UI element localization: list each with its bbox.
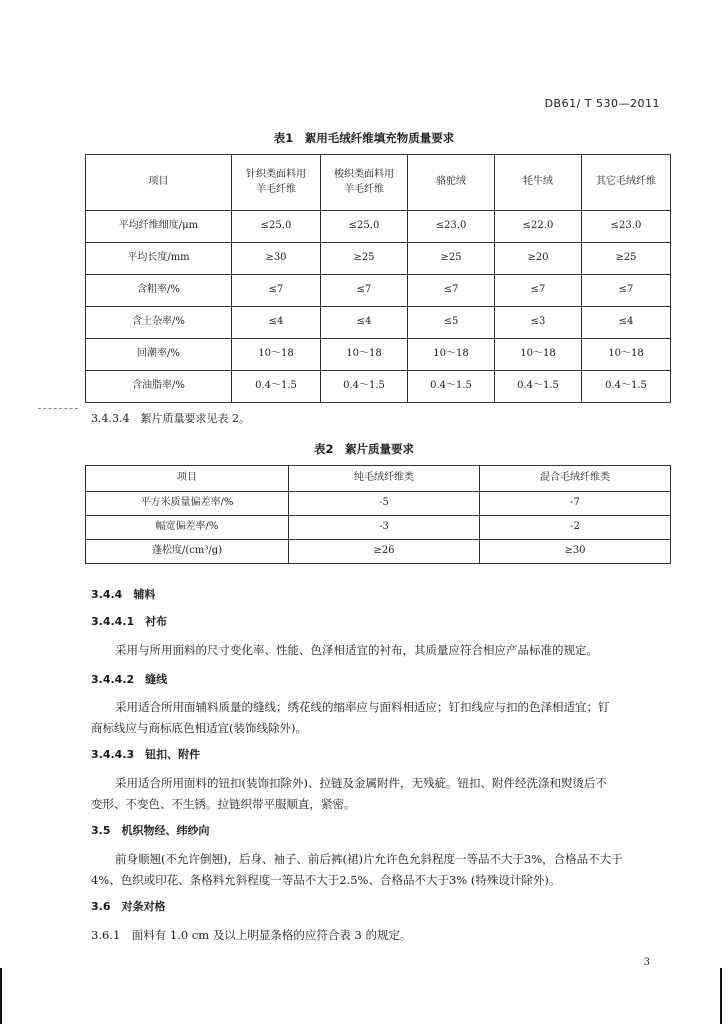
table1-cell: ≤5 <box>408 307 495 339</box>
table2-cell: ≥26 <box>289 540 480 564</box>
table2-header-cell: 项目 <box>86 466 289 492</box>
table2-row-label: 平方米质量偏差率/% <box>86 492 289 516</box>
table1-cell: ≤3 <box>495 307 582 339</box>
paragraph-3-4-4-2-line2: 商标线应与商标底色相适宜(装饰线除外)。 <box>91 721 307 735</box>
table1-cell: ≤22.0 <box>495 211 582 243</box>
table2-header-row <box>86 466 671 492</box>
table2 <box>85 465 671 564</box>
table1-cell: 0.4～1.5 <box>232 371 321 403</box>
table2-cell: -3 <box>289 516 480 540</box>
table1-header-row <box>86 155 671 211</box>
table1-cell: 10～18 <box>408 339 495 371</box>
standard-code: DB61/ T 530—2011 <box>544 97 660 110</box>
table1-header-cell: 梭织类面料用 羊毛纤维 <box>321 155 408 211</box>
table1-cell: ≤4 <box>232 307 321 339</box>
table1-row <box>86 339 671 371</box>
table2-caption: 表2 絮片质量要求 <box>313 442 414 456</box>
heading-3-4-4-1: 3.4.4.1 衬布 <box>91 615 168 628</box>
table2-row-label: 幅宽偏差率/% <box>86 516 289 540</box>
table1-row <box>86 211 671 243</box>
paragraph-3-4-4-3-line1: 采用适合所用面料的钮扣(装饰扣除外)、拉链及金属附件，无残疵。钮扣、附件经洗涤和熨烫后不 <box>115 776 607 790</box>
paragraph-3-5-line2: 4%、色织或印花、条格料允斜程度一等品不大于2.5%、合格品不大于3% (特殊设计除外)。 <box>91 873 561 887</box>
table1-row <box>86 371 671 403</box>
table1-cell: ≤25.0 <box>321 211 408 243</box>
table1-row <box>86 275 671 307</box>
scan-edge-left <box>0 968 2 1024</box>
scan-edge-right <box>720 968 722 1024</box>
heading-3-4-4: 3.4.4 辅料 <box>91 588 156 601</box>
paragraph-3-4-4-3-line2: 变形、不变色、不生锈。拉链织带平服顺直，紧密。 <box>91 797 356 811</box>
table1-cell: ≥25 <box>582 243 671 275</box>
table1-cell: ≥30 <box>232 243 321 275</box>
table1-cell: ≤4 <box>582 307 671 339</box>
table1-header-cell: 牦牛绒 <box>495 155 582 211</box>
table1-header-cell: 针织类面料用 羊毛纤维 <box>232 155 321 211</box>
table1-cell: ≥25 <box>408 243 495 275</box>
table2-header-cell: 混合毛绒纤维类 <box>480 466 671 492</box>
table2-cell: -5 <box>289 492 480 516</box>
table1-row-label: 平均长度/mm <box>86 243 232 275</box>
table1-cell: 0.4～1.5 <box>321 371 408 403</box>
table1-cell: 0.4～1.5 <box>495 371 582 403</box>
table1-cell: 0.4～1.5 <box>408 371 495 403</box>
heading-3-4-4-3: 3.4.4.3 钮扣、附件 <box>91 748 201 761</box>
table1-cell: ≥20 <box>495 243 582 275</box>
table2-row <box>86 540 671 564</box>
table1-row-label: 含油脂率/% <box>86 371 232 403</box>
table1-cell: 10～18 <box>232 339 321 371</box>
heading-3-5: 3.5 机织物经、纬纱向 <box>91 824 210 837</box>
clause-3-4-3-4: 3.4.3.4 絮片质量要求见表 2。 <box>91 412 250 425</box>
table1-cell: ≤23.0 <box>408 211 495 243</box>
table2-cell: -7 <box>480 492 671 516</box>
table1-cell: ≤7 <box>495 275 582 307</box>
table1-row-label: 含粗率/% <box>86 275 232 307</box>
table1-cell: ≤7 <box>321 275 408 307</box>
table2-row <box>86 492 671 516</box>
table1-cell: 10～18 <box>321 339 408 371</box>
table1-cell: 0.4～1.5 <box>582 371 671 403</box>
heading-3-4-4-2: 3.4.4.2 缝线 <box>91 673 168 686</box>
table1-header-cell: 项目 <box>86 155 232 211</box>
table1-row <box>86 243 671 275</box>
table1-cell: ≤7 <box>408 275 495 307</box>
heading-3-6: 3.6 对条对格 <box>91 900 166 913</box>
table1-row-label: 平均纤维细度/μm <box>86 211 232 243</box>
table1-caption: 表1 絮用毛绒纤维填充物质量要求 <box>273 131 455 145</box>
paragraph-3-4-4-2-line1: 采用适合所用面辅料质量的缝线；绣花线的缩率应与面料相适应；钉扣线应与扣的色泽相适宜；钉 <box>115 700 610 714</box>
table1-header-cell: 骆驼绒 <box>408 155 495 211</box>
table1-cell: ≤23.0 <box>582 211 671 243</box>
paragraph-3-5-line1: 前身顺翘(不允许倒翘)，后身、袖子、前后裤(裙)片允许色允斜程度一等品不大于3%，合格品不大于 <box>115 852 623 866</box>
table1-cell: ≥25 <box>321 243 408 275</box>
table1-cell: 10～18 <box>582 339 671 371</box>
table1-row <box>86 307 671 339</box>
table2-cell: ≥30 <box>480 540 671 564</box>
table1-cell: ≤4 <box>321 307 408 339</box>
table2-row-label: 蓬松度/(cm³/g) <box>86 540 289 564</box>
table1-header-cell: 其它毛绒纤维 <box>582 155 671 211</box>
table1-cell: ≤25.0 <box>232 211 321 243</box>
table2-cell: -2 <box>480 516 671 540</box>
page-number: 3 <box>643 957 650 968</box>
table1-cell: ≤7 <box>582 275 671 307</box>
clause-3-6-1: 3.6.1 面料有 1.0 cm 及以上明显条格的应符合表 3 的规定。 <box>91 928 412 942</box>
scan-mark <box>38 408 78 409</box>
table1-row-label: 含土杂率/% <box>86 307 232 339</box>
table1-cell: 10～18 <box>495 339 582 371</box>
table1-cell: ≤7 <box>232 275 321 307</box>
table2-row <box>86 516 671 540</box>
table1-row-label: 回潮率/% <box>86 339 232 371</box>
table2-header-cell: 纯毛绒纤维类 <box>289 466 480 492</box>
table1 <box>85 154 671 403</box>
paragraph-3-4-4-1: 采用与所用面料的尺寸变化率、性能、色泽相适宜的衬布，其质量应符合相应产品标准的规定。 <box>115 643 598 657</box>
